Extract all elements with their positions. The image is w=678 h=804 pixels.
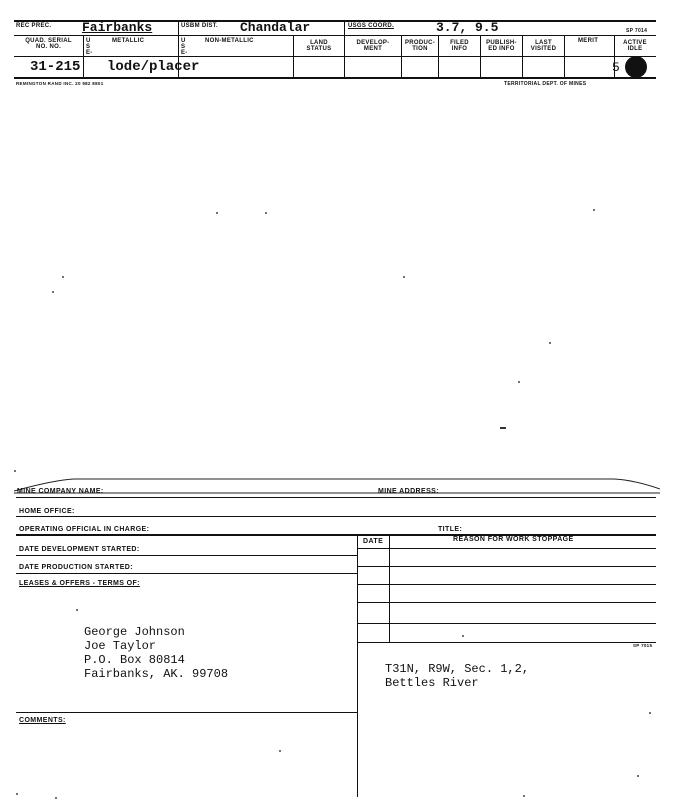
- date-development-label: DATE DEVELOPMENT STARTED:: [19, 546, 140, 553]
- speck: [637, 775, 639, 777]
- rec-prec-label: REC PREC.: [16, 23, 52, 29]
- active-idle-header: ACTIVE IDLE: [623, 40, 647, 52]
- divider: [83, 35, 84, 77]
- speck: [279, 750, 281, 752]
- speck: [523, 795, 525, 797]
- speck: [462, 635, 464, 637]
- last-visited-header: LAST VISITED: [530, 40, 557, 52]
- bottom-form-number: SP 7015: [633, 643, 653, 648]
- speck: [593, 209, 595, 211]
- rule: [357, 623, 656, 624]
- speck: [52, 291, 54, 293]
- rule: [357, 602, 656, 603]
- rule: [16, 497, 656, 498]
- comments-label: COMMENTS:: [19, 717, 66, 724]
- dept-line: TERRITORIAL DEPT. OF MINES: [504, 81, 587, 87]
- stoppage-reason-header: REASON FOR WORK STOPPAGE: [453, 536, 574, 543]
- filed-info-header: FILED INFO: [450, 40, 469, 52]
- speck: [265, 212, 267, 214]
- rule: [16, 573, 357, 574]
- speck: [518, 381, 520, 383]
- use-letters-metallic: U S E-: [86, 38, 93, 56]
- mine-address-label: MINE ADDRESS:: [378, 488, 439, 495]
- published-info-header: PUBLISH- ED INFO: [486, 40, 517, 52]
- rule: [16, 712, 357, 713]
- non-metallic-header: NON-METALLIC: [205, 38, 254, 44]
- rule: [357, 566, 656, 567]
- metallic-value: lode/placer: [107, 59, 200, 75]
- speck: [14, 470, 16, 472]
- speck: [76, 609, 78, 611]
- owner-line: P.O. Box 80814: [84, 653, 185, 667]
- operating-official-label: OPERATING OFFICIAL IN CHARGE:: [19, 526, 150, 533]
- production-header: PRODUC- TION: [404, 40, 436, 52]
- speck: [55, 797, 57, 799]
- usgs-coord-label: USGS COORD.: [348, 23, 394, 29]
- rule: [357, 548, 656, 549]
- owners-block: [84, 625, 228, 681]
- speck: [403, 276, 405, 278]
- date-production-label: DATE PRODUCTION STARTED:: [19, 564, 133, 571]
- punch-hole: [625, 56, 647, 78]
- rule: [357, 584, 656, 585]
- leases-label: LEASES & OFFERS - TERMS OF:: [19, 580, 140, 587]
- speck: [62, 276, 64, 278]
- usgs-coord-value: 3.7, 9.5: [436, 20, 499, 35]
- metallic-header: METALLIC: [112, 38, 145, 44]
- usbm-dist-value: Chandalar: [240, 20, 311, 35]
- date-divider: [389, 535, 390, 643]
- printer-line: REMINGTON RAND INC. 20 982 8801: [16, 81, 104, 86]
- location-line: Bettles River: [385, 676, 479, 690]
- merit-mark: 5: [612, 60, 620, 75]
- usbm-dist-label: USBM DIST.: [181, 23, 219, 29]
- use-letters-nonmetallic: U S E-: [181, 38, 188, 56]
- rule: [357, 642, 656, 643]
- rec-prec-value: Fairbanks: [82, 20, 153, 35]
- title-label: TITLE:: [438, 526, 463, 533]
- owner-line: George Johnson: [84, 625, 185, 639]
- speck: [549, 342, 551, 344]
- development-header: DEVELOP- MENT: [356, 40, 390, 52]
- rule: [16, 555, 357, 556]
- location-block: [385, 662, 529, 690]
- owner-line: Fairbanks, AK. 99708: [84, 667, 229, 681]
- form-number: SP 7014: [626, 28, 648, 34]
- owner-line: Joe Taylor: [84, 639, 157, 653]
- quad-serial-value: 31-215: [30, 59, 81, 75]
- quad-serial-header: QUAD. SERIAL NO. NO.: [25, 38, 72, 50]
- mine-company-name-label: MINE COMPANY NAME:: [17, 488, 104, 495]
- stoppage-date-header: DATE: [363, 538, 384, 545]
- center-divider: [357, 535, 358, 797]
- land-status-header: LAND STATUS: [306, 40, 332, 52]
- speck: [500, 427, 506, 429]
- speck: [216, 212, 218, 214]
- merit-header: MERIT: [578, 38, 599, 44]
- rule: [14, 56, 656, 57]
- card-edge: [14, 472, 660, 494]
- speck: [16, 793, 18, 795]
- rule: [14, 35, 656, 36]
- divider: [564, 35, 565, 77]
- home-office-label: HOME OFFICE:: [19, 508, 75, 515]
- bottom-border: [14, 77, 656, 79]
- location-line: T31N, R9W, Sec. 1,2,: [385, 662, 530, 676]
- speck: [649, 712, 651, 714]
- rule: [16, 516, 656, 517]
